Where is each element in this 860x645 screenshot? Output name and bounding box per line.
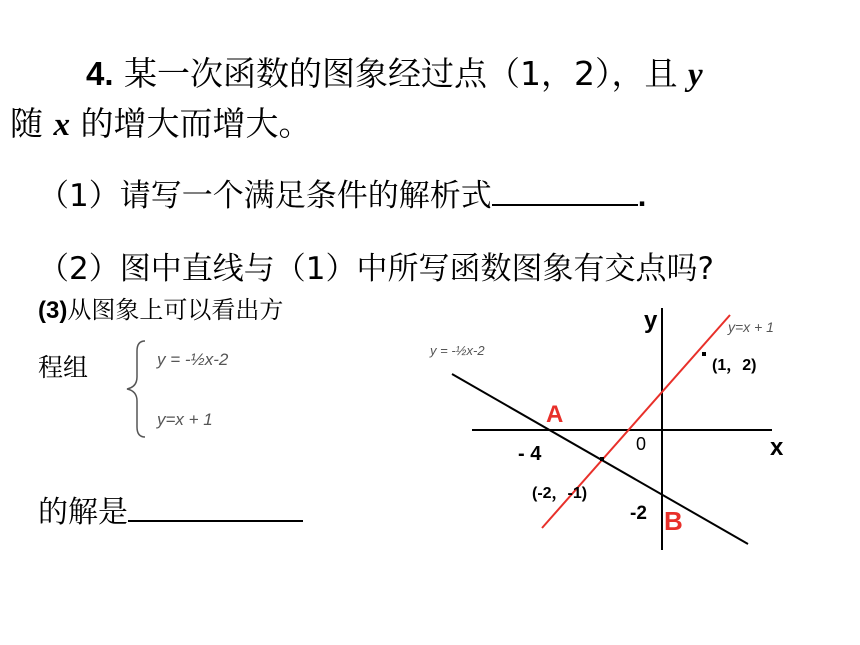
problem-text-1: 某一次函数的图象经过点（1，2），且 — [124, 54, 678, 93]
part-3-number: (3) — [38, 297, 68, 324]
axis-x-label: x — [770, 434, 784, 461]
part-3-answer-blank[interactable] — [128, 520, 303, 522]
point-1-2 — [702, 352, 706, 356]
part-3-answer-label: 的解是 — [38, 495, 128, 530]
point-b-label: B — [664, 506, 683, 536]
equation-1: y = -½x-2 — [157, 350, 229, 369]
black-line-label: y = -½x-2 — [430, 343, 485, 358]
part-1-label: （1）请写一个满足条件的解析式 — [38, 178, 492, 214]
brace-icon — [127, 341, 145, 437]
variable-y: y — [688, 57, 703, 93]
tick-x-neg4: - 4 — [518, 443, 542, 465]
part-3-text-2: 程组 — [38, 353, 89, 382]
function-graph — [420, 290, 840, 570]
variable-x: x — [53, 107, 70, 143]
point-neg2-neg1-label: (-2，-1) — [532, 485, 588, 502]
problem-number: 4. — [86, 55, 114, 92]
origin-label: 0 — [636, 434, 647, 454]
problem-line-2 — [10, 98, 312, 145]
part-3-text-1: 从图象上可以看出方 — [67, 296, 284, 324]
equation-system — [115, 335, 315, 445]
part-3-line-2 — [38, 348, 88, 384]
part-2 — [38, 243, 714, 288]
axis-y-label: y — [644, 307, 658, 334]
problem-line-1 — [86, 48, 703, 95]
point-a-label: A — [546, 401, 564, 428]
part-1 — [38, 170, 646, 215]
red-line-label: y=x + 1 — [728, 319, 774, 335]
part-1-period: . — [637, 178, 647, 213]
part-3-line-1 — [38, 290, 283, 325]
point-1-2-label: (1，2) — [712, 357, 757, 374]
part-3-answer — [38, 487, 303, 531]
problem-text-2a: 随 — [10, 104, 43, 143]
tick-y-neg2: -2 — [630, 503, 647, 524]
equation-2: y=x + 1 — [157, 410, 213, 429]
part-1-answer-blank[interactable] — [492, 204, 638, 206]
part-2-label: （2）图中直线与（1）中所写函数图象有交点吗? — [38, 251, 714, 287]
problem-text-2b: 的增大而增大。 — [80, 104, 312, 143]
point-neg2-neg1 — [600, 457, 604, 461]
